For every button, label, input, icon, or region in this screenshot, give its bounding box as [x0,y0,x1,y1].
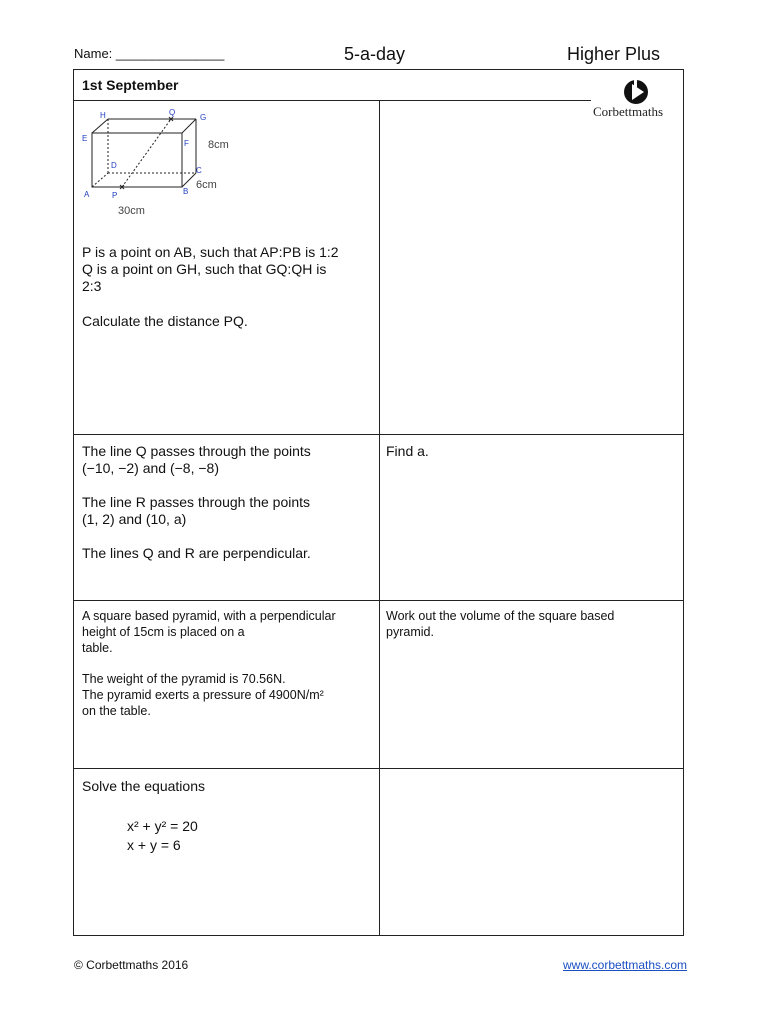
vertex-label-g: G [200,113,207,122]
vertex-label-c: C [196,166,202,175]
q2-perpendicular: The lines Q and R are perpendicular. [82,545,311,561]
q2-task: Find a. [386,443,429,459]
q3-pyramid-description: A square based pyramid, with a perpendicular height of 15cm is placed on a table. [82,609,336,655]
copyright-notice: © Corbettmaths 2016 [74,958,189,972]
vertex-label-b: B [183,187,189,196]
vertex-label-d: D [111,161,117,170]
q1-question: Calculate the distance PQ. [82,313,248,329]
dimension-length: 30cm [118,205,145,217]
page-title: 5-a-day [344,44,406,64]
worksheet-date: 1st September [82,77,179,93]
date-row-divider [73,100,591,101]
vertex-label-a: A [84,190,90,199]
vertex-label-p: P [112,191,118,200]
column-divider [379,100,380,935]
row-divider-1 [73,434,684,435]
website-link[interactable]: www.corbettmaths.com [563,958,688,972]
cuboid-front-face [92,133,182,187]
cuboid-diagram [78,106,248,221]
vertex-label-e: E [82,134,88,143]
q2-line-r: The line R passes through the points (1, 2) and (10, a) [82,494,311,527]
vertex-label-f: F [184,139,189,148]
row-divider-2 [73,600,684,601]
dimension-height: 8cm [208,139,229,151]
logo-wordmark: Corbettmaths [593,104,664,119]
row-divider-3 [73,768,684,769]
corbettmaths-logo-icon [621,78,651,106]
q4-heading: Solve the equations [82,778,205,794]
vertex-label-q: Q [169,108,176,117]
q1-text: P is a point on AB, such that AP:PB is 1:2 Q is a point on GH, such that GQ:QH is 2:3 [82,244,339,294]
vertex-label-h: H [100,111,106,120]
line-pq [122,119,171,187]
q3-pressure-info: The weight of the pyramid is 70.56N. The pyramid exerts a pressure of 4900N/m² on the table. [82,672,324,718]
q4-equation-2: x + y = 6 [127,837,181,853]
name-field-label: Name: _______________ [74,46,225,61]
dimension-depth: 6cm [196,179,217,191]
q4-equation-1: x² + y² = 20 [127,818,198,834]
q2-line-q: The line Q passes through the points (−10, −2) and (−8, −8) [82,443,311,476]
q3-task: Work out the volume of the square based pyramid. [386,609,615,639]
level-label: Higher Plus [567,44,661,64]
